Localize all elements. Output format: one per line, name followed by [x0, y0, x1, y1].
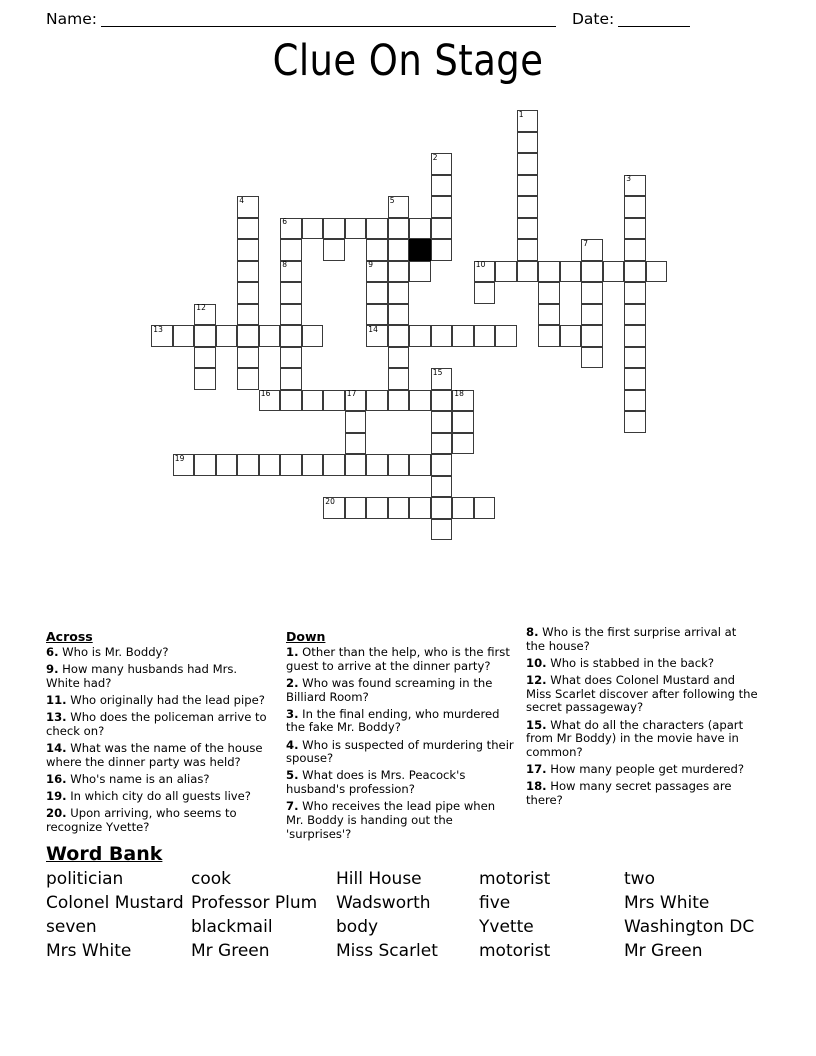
clue-text: In the final ending, who murdered the fake Mr. Boddy? [286, 706, 500, 735]
clue-number: 7. [286, 799, 299, 814]
grid-cell-blocked [409, 239, 431, 261]
grid-cell[interactable] [388, 261, 410, 283]
grid-cell[interactable] [409, 390, 431, 412]
grid-cell[interactable] [517, 153, 539, 175]
grid-cell[interactable] [624, 261, 646, 283]
grid-cell[interactable] [259, 325, 281, 347]
clue-number: 10. [526, 655, 547, 670]
clue-number: 3. [286, 706, 299, 721]
clue-number: 9. [46, 662, 59, 677]
clue-text: Who's name is an alias? [66, 771, 210, 786]
grid-cell-number: 4 [239, 195, 245, 205]
grid-cell[interactable] [431, 454, 453, 476]
grid-cell-number: 10 [475, 260, 486, 269]
grid-cell-number: 14 [368, 324, 378, 334]
word-bank-word[interactable]: cook [191, 869, 231, 889]
grid-cell[interactable] [624, 282, 646, 304]
grid-cell[interactable] [624, 390, 646, 412]
grid-cell[interactable] [366, 497, 388, 519]
grid-cell[interactable] [581, 304, 603, 326]
grid-cell-number: 20 [325, 496, 335, 506]
clue-number: 13. [46, 710, 67, 725]
clue-item [286, 708, 514, 735]
grid-cell[interactable] [345, 411, 367, 433]
grid-cell[interactable] [237, 261, 259, 283]
clue-text: Who is Mr. Boddy? [58, 645, 169, 659]
clue-text: Upon arriving, who seems to recognize Yvette? [46, 806, 237, 834]
grid-cell[interactable] [517, 218, 539, 240]
grid-cell-number: 15 [432, 367, 443, 377]
clue-item [526, 674, 758, 715]
clue-section [46, 626, 770, 845]
grid-cell[interactable] [474, 325, 496, 347]
grid-cell[interactable] [366, 390, 388, 412]
grid-cell[interactable] [409, 325, 431, 347]
grid-cell[interactable] [323, 390, 345, 412]
clue-number: 18. [526, 779, 547, 794]
clue-number: 11. [46, 693, 67, 708]
grid-cell[interactable] [345, 390, 367, 412]
grid-cell[interactable] [237, 454, 259, 476]
grid-cell[interactable] [452, 390, 474, 412]
word-bank-word[interactable]: Hill House [336, 869, 422, 889]
grid-cell[interactable] [388, 368, 410, 390]
grid-cell[interactable] [216, 454, 238, 476]
clue-item [526, 719, 758, 760]
clue-text: Who is stabbed in the back? [546, 655, 715, 670]
clue-item [46, 773, 274, 787]
grid-cell-number: 9 [368, 260, 374, 269]
clue-text: Who is suspected of murdering their spouse? [286, 737, 514, 766]
grid-cell[interactable] [517, 110, 539, 132]
grid-cell-number: 8 [282, 260, 288, 269]
grid-cell[interactable] [259, 390, 281, 412]
grid-cell[interactable] [237, 304, 259, 326]
clue-number: 1. [286, 645, 299, 659]
grid-cell[interactable] [194, 347, 216, 369]
grid-cell-number: 3 [626, 174, 632, 183]
word-bank-word[interactable]: politician [46, 869, 124, 889]
clue-number: 12. [526, 673, 547, 688]
grid-cell[interactable] [517, 175, 539, 197]
clue-number: 19. [46, 789, 67, 804]
grid-cell[interactable] [474, 282, 496, 304]
grid-cell[interactable] [302, 218, 324, 240]
clue-number: 20. [46, 806, 67, 821]
grid-cell-number: 19 [174, 453, 185, 463]
grid-cell[interactable] [323, 454, 345, 476]
grid-cell[interactable] [624, 411, 646, 433]
grid-cell[interactable] [366, 261, 388, 283]
grid-cell[interactable] [452, 433, 474, 455]
word-bank-word[interactable]: blackmail [191, 917, 273, 937]
grid-cell[interactable] [173, 454, 195, 476]
clue-item [526, 626, 758, 653]
grid-cell[interactable] [216, 325, 238, 347]
across-clue-column [46, 626, 286, 845]
word-bank-word[interactable]: Miss Scarlet [336, 941, 438, 961]
grid-cell[interactable] [517, 196, 539, 218]
grid-cell[interactable] [431, 497, 453, 519]
word-bank-section [46, 843, 770, 963]
grid-cell[interactable] [495, 325, 517, 347]
grid-cell[interactable] [302, 325, 324, 347]
clue-item [286, 646, 514, 673]
clue-number: 16. [46, 771, 67, 786]
grid-cell[interactable] [431, 433, 453, 455]
name-input-line[interactable] [101, 12, 556, 27]
grid-cell-number: 5 [389, 195, 395, 205]
grid-cell[interactable] [431, 239, 453, 261]
clue-text: Who does the policeman arrive to check on? [46, 710, 267, 738]
grid-cell-number: 18 [454, 389, 464, 398]
grid-cell[interactable] [194, 304, 216, 326]
grid-cell-number: 16 [260, 389, 271, 398]
grid-cell[interactable] [280, 347, 302, 369]
grid-cell[interactable] [431, 368, 453, 390]
clue-text: Who is the first surprise arrival at the house? [526, 625, 737, 653]
grid-cell[interactable] [280, 261, 302, 283]
grid-cell[interactable] [538, 325, 560, 347]
clue-item [526, 763, 758, 777]
clue-item [286, 677, 514, 704]
grid-cell[interactable] [280, 304, 302, 326]
grid-cell[interactable] [366, 239, 388, 261]
grid-cell[interactable] [624, 239, 646, 261]
grid-cell[interactable] [624, 175, 646, 197]
clue-number: 8. [526, 625, 539, 639]
clue-text: Who receives the lead pipe when Mr. Boddy is handing out the 'surprises'? [286, 799, 496, 841]
word-bank-word[interactable]: Wadsworth [336, 893, 431, 913]
grid-cell[interactable] [624, 218, 646, 240]
clue-text: How many husbands had Mrs. White had? [46, 662, 238, 690]
word-bank-word[interactable]: Mrs White [46, 941, 132, 961]
clue-text: What do all the characters (apart from Mr Boddy) in the movie have in common? [526, 717, 744, 759]
grid-cell[interactable] [237, 239, 259, 261]
clue-item [46, 790, 274, 804]
grid-cell[interactable] [259, 454, 281, 476]
grid-cell[interactable] [194, 368, 216, 390]
grid-cell[interactable] [237, 368, 259, 390]
grid-cell-number: 13 [153, 324, 163, 334]
page-title: Clue On Stage [272, 36, 544, 86]
grid-cell[interactable] [409, 218, 431, 240]
grid-cell[interactable] [388, 196, 410, 218]
grid-cell[interactable] [345, 218, 367, 240]
clue-item [46, 694, 274, 708]
word-bank-word[interactable]: Colonel Mustard [46, 893, 184, 913]
grid-cell[interactable] [151, 325, 173, 347]
grid-cell[interactable] [366, 325, 388, 347]
grid-cell[interactable] [452, 411, 474, 433]
grid-cell[interactable] [302, 454, 324, 476]
grid-cell[interactable] [581, 239, 603, 261]
grid-cell[interactable] [366, 282, 388, 304]
grid-cell[interactable] [646, 261, 668, 283]
grid-cell[interactable] [431, 175, 453, 197]
clue-item [46, 807, 274, 834]
grid-cell[interactable] [431, 196, 453, 218]
word-bank-word[interactable]: Professor Plum [191, 893, 318, 913]
grid-cell[interactable] [345, 454, 367, 476]
grid-cell[interactable] [474, 497, 496, 519]
clue-text: Other than the help, who is the first guest to arrive at the dinner party? [286, 645, 510, 673]
grid-cell[interactable] [538, 282, 560, 304]
word-bank-word[interactable]: two [624, 869, 655, 889]
clue-text: What does is Mrs. Peacock's husband's profession? [286, 768, 466, 797]
grid-cell[interactable] [431, 153, 453, 175]
clue-text: Who was found screaming in the Billiard Room? [286, 675, 493, 704]
grid-cell[interactable] [366, 218, 388, 240]
grid-cell[interactable] [280, 239, 302, 261]
grid-cell[interactable] [194, 454, 216, 476]
grid-cell[interactable] [431, 218, 453, 240]
word-bank-word[interactable]: body [336, 917, 379, 937]
clue-number: 5. [286, 768, 299, 783]
word-bank-word[interactable]: Mr Green [624, 941, 703, 961]
grid-cell[interactable] [409, 454, 431, 476]
grid-cell[interactable] [388, 282, 410, 304]
clue-text: In which city do all guests live? [66, 789, 251, 804]
grid-cell[interactable] [409, 261, 431, 283]
clue-item [46, 742, 274, 769]
grid-cell[interactable] [280, 218, 302, 240]
grid-cell[interactable] [431, 390, 453, 412]
grid-cell-number: 12 [196, 303, 206, 312]
grid-cell[interactable] [388, 218, 410, 240]
grid-cell[interactable] [624, 347, 646, 369]
word-bank-word[interactable]: motorist [479, 869, 551, 889]
grid-cell[interactable] [345, 433, 367, 455]
grid-cell[interactable] [237, 218, 259, 240]
grid-cell[interactable] [388, 304, 410, 326]
name-label: Name: [46, 10, 97, 28]
grid-cell[interactable] [560, 325, 582, 347]
word-bank-title: Word Bank [46, 843, 163, 865]
clue-text: Who originally had the lead pipe? [66, 693, 265, 708]
grid-cell[interactable] [323, 218, 345, 240]
grid-cell[interactable] [474, 261, 496, 283]
grid-cell[interactable] [280, 282, 302, 304]
grid-cell[interactable] [581, 347, 603, 369]
grid-cell[interactable] [581, 261, 603, 283]
grid-cell[interactable] [603, 261, 625, 283]
grid-cell[interactable] [581, 325, 603, 347]
word-bank-word[interactable]: Mr Green [191, 941, 270, 961]
clue-item [46, 646, 274, 660]
grid-cell-number: 6 [282, 217, 288, 226]
word-bank-word[interactable]: seven [46, 917, 97, 937]
word-bank-word[interactable]: Washington DC [624, 917, 755, 937]
grid-cell[interactable] [173, 325, 195, 347]
worksheet-header [46, 0, 770, 28]
grid-cell-number: 1 [518, 109, 524, 119]
grid-cell[interactable] [388, 497, 410, 519]
grid-cell[interactable] [517, 261, 539, 283]
grid-cell-number: 7 [583, 238, 589, 248]
grid-cell[interactable] [366, 454, 388, 476]
grid-cell[interactable] [302, 390, 324, 412]
clue-number: 4. [286, 737, 299, 752]
grid-cell[interactable] [538, 304, 560, 326]
grid-cell[interactable] [431, 476, 453, 498]
grid-cell[interactable] [280, 325, 302, 347]
grid-cell[interactable] [280, 390, 302, 412]
word-bank-word[interactable]: five [479, 893, 511, 913]
date-label: Date: [571, 10, 615, 28]
grid-cell[interactable] [323, 497, 345, 519]
down-heading: Down [286, 629, 326, 644]
clue-text: What does Colonel Mustard and Miss Scarlet discover after following the secret passageway? [526, 673, 758, 715]
down-clue-column-1 [286, 626, 526, 845]
word-bank-word[interactable]: Yvette [479, 917, 534, 937]
clue-text: What was the name of the house where the dinner party was held? [46, 741, 263, 769]
grid-cell[interactable] [409, 497, 431, 519]
clue-number: 14. [46, 741, 67, 756]
grid-cell[interactable] [452, 497, 474, 519]
across-heading: Across [46, 629, 93, 644]
grid-cell[interactable] [237, 347, 259, 369]
grid-cell[interactable] [280, 368, 302, 390]
grid-cell[interactable] [366, 304, 388, 326]
grid-cell[interactable] [517, 132, 539, 154]
down-clue-column-2 [526, 626, 770, 845]
word-bank-word[interactable]: Mrs White [624, 893, 710, 913]
clue-number: 6. [46, 645, 59, 659]
clue-item [46, 663, 274, 690]
crossword-grid[interactable] [0, 104, 816, 544]
word-bank-list [46, 868, 770, 963]
grid-cell[interactable] [237, 282, 259, 304]
word-bank-word[interactable]: motorist [479, 941, 551, 961]
grid-cell[interactable] [517, 239, 539, 261]
grid-cell[interactable] [237, 196, 259, 218]
grid-cell[interactable] [624, 368, 646, 390]
grid-cell[interactable] [388, 325, 410, 347]
grid-cell[interactable] [624, 325, 646, 347]
grid-cell[interactable] [388, 454, 410, 476]
clue-text: How many people get murdered? [546, 762, 745, 777]
clue-item [286, 800, 514, 841]
grid-cell[interactable] [431, 325, 453, 347]
clue-item [286, 769, 514, 796]
grid-cell-number: 17 [346, 389, 357, 398]
grid-cell[interactable] [388, 347, 410, 369]
grid-cell[interactable] [581, 282, 603, 304]
grid-cell[interactable] [624, 196, 646, 218]
clue-item [526, 657, 758, 671]
clue-number: 2. [286, 675, 299, 690]
grid-cell[interactable] [452, 325, 474, 347]
grid-cell[interactable] [431, 411, 453, 433]
clue-number: 15. [526, 717, 547, 732]
clue-text: How many secret passages are there? [526, 779, 732, 807]
date-input-line[interactable] [618, 12, 690, 27]
grid-cell[interactable] [388, 390, 410, 412]
clue-item [526, 780, 758, 807]
grid-cell-number: 2 [432, 152, 438, 162]
grid-cell[interactable] [323, 239, 345, 261]
grid-cell[interactable] [388, 239, 410, 261]
grid-cell[interactable] [237, 325, 259, 347]
grid-cell[interactable] [194, 325, 216, 347]
clue-item [286, 739, 514, 766]
clue-number: 17. [526, 762, 547, 777]
grid-cell[interactable] [538, 261, 560, 283]
clue-item [46, 711, 274, 738]
grid-cell[interactable] [280, 454, 302, 476]
grid-cell[interactable] [495, 261, 517, 283]
grid-cell[interactable] [560, 261, 582, 283]
grid-cell[interactable] [624, 304, 646, 326]
grid-cell[interactable] [345, 497, 367, 519]
grid-cell[interactable] [431, 519, 453, 541]
